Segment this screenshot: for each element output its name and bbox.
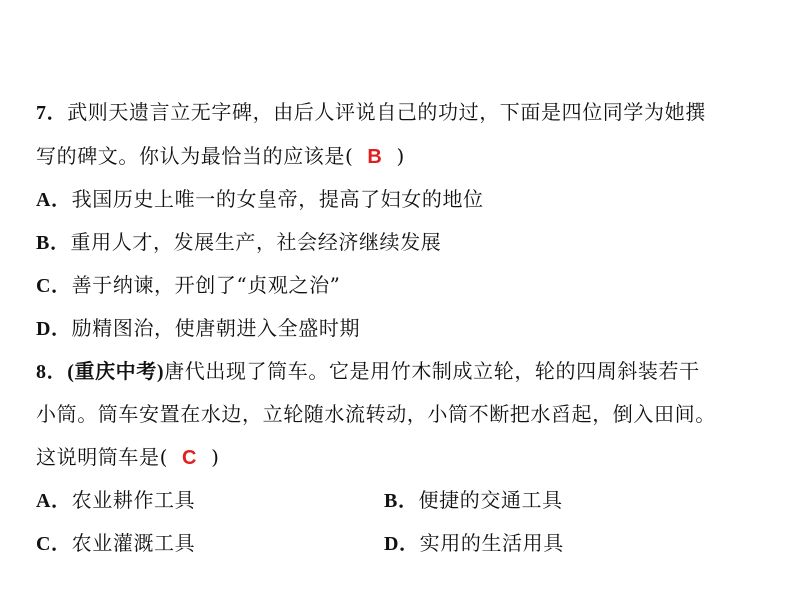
q8-option-c-text: 农业灌溉工具 <box>71 531 196 555</box>
q7-option-c-letter: C． <box>36 275 72 297</box>
q7-option-a-text: 我国历史上唯一的女皇帝，提高了妇女的地位 <box>71 187 484 211</box>
q8-option-c <box>36 529 195 558</box>
q7-stem-line-2: 写的碑文。你认为最恰当的应该是( <box>36 144 354 168</box>
q8-option-b-text: 便捷的交通工具 <box>418 488 563 512</box>
q7-option-c-text: 善于纳谏，开创了“贞观之治” <box>71 273 341 297</box>
q8-option-a-letter: A． <box>36 490 72 512</box>
q7-number: 7． <box>36 102 68 124</box>
q8-option-a <box>36 486 195 515</box>
q7-option-c <box>36 271 341 300</box>
q7-option-b <box>36 228 441 257</box>
q8-line-1 <box>36 357 700 386</box>
q8-option-d <box>384 529 564 558</box>
q7-line-2 <box>36 142 405 171</box>
q7-answer: B <box>367 146 383 168</box>
q8-option-b <box>384 486 563 515</box>
q8-stem-line-2: 小筒。筒车安置在水边，立轮随水流转动，小筒不断把水舀起，倒入田间。 <box>36 402 716 426</box>
q7-option-b-text: 重用人才，发展生产，社会经济继续发展 <box>70 230 442 254</box>
q7-option-a <box>36 185 484 214</box>
q8-option-b-letter: B． <box>384 490 419 512</box>
q8-line-3 <box>36 443 219 472</box>
q8-line-2 <box>36 400 716 428</box>
q8-source: (重庆中考) <box>67 361 165 383</box>
q7-option-b-letter: B． <box>36 232 71 254</box>
q8-stem-line-1: 唐代出现了筒车。它是用竹木制成立轮，轮的四周斜装若干 <box>164 359 700 383</box>
q8-option-c-letter: C． <box>36 533 72 555</box>
q7-option-a-letter: A． <box>36 189 72 211</box>
q7-line-1 <box>36 98 706 127</box>
q8-answer: C <box>182 447 198 469</box>
q8-stem-line-3: 这说明筒车是( <box>36 445 169 469</box>
q8-number: 8． <box>36 361 68 383</box>
q8-option-d-text: 实用的生活用具 <box>419 531 564 555</box>
q8-stem-close: ) <box>211 445 220 469</box>
q7-option-d <box>36 314 360 343</box>
q8-option-a-text: 农业耕作工具 <box>71 488 196 512</box>
q7-stem-line-1: 武则天遗言立无字碑，由后人评说自己的功过，下面是四位同学为她撰 <box>67 100 706 124</box>
q7-stem-close: ) <box>396 144 405 168</box>
q7-option-d-text: 励精图治，使唐朝进入全盛时期 <box>71 316 361 340</box>
q7-option-d-letter: D． <box>36 318 72 340</box>
q8-option-d-letter: D． <box>384 533 420 555</box>
